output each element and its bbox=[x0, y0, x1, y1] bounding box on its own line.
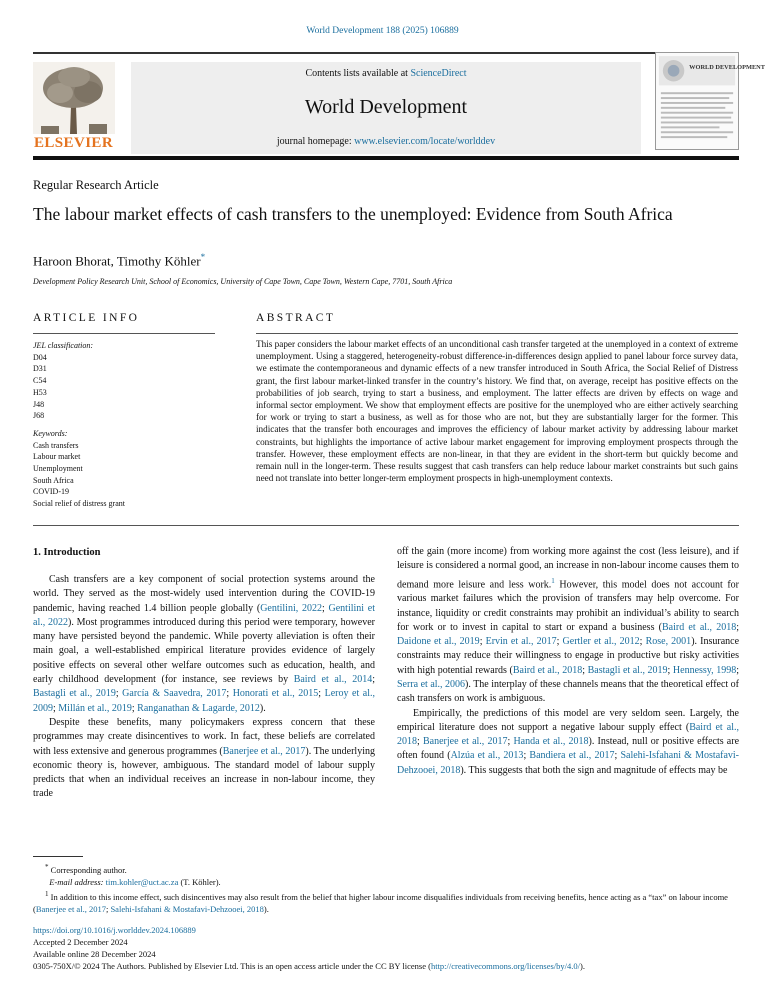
jel-code: D31 bbox=[33, 364, 47, 374]
publication-info bbox=[33, 924, 739, 972]
journal-homepage-link[interactable]: www.elsevier.com/locate/worlddev bbox=[354, 136, 496, 147]
citation-link[interactable]: Alzúa et al., 2013 bbox=[450, 750, 524, 762]
sciencedirect-link[interactable]: ScienceDirect bbox=[410, 68, 467, 79]
citation-link[interactable]: Gentilini et al., 2022 bbox=[33, 602, 376, 628]
paragraph: Despite these benefits, many policymakers express concern that these programmes may create disincentives to work. In fact, these beliefs are correlated with less extensive and generous programmes (Banerjee et al., 2017). The underlying economic theory is, however, ambiguous. The standard model of labour supply predicts that when an individual receives an increase in non-labour income, they trade bbox=[33, 716, 375, 800]
doi-link[interactable]: https://doi.org/10.1016/j.worlddev.2024.106889 bbox=[33, 925, 196, 935]
citation-link[interactable]: Bastagli et al., 2019 bbox=[587, 664, 668, 676]
jel-label: JEL classification: bbox=[33, 341, 94, 350]
introduction-heading: 1. Introduction bbox=[33, 547, 101, 558]
journal-cover-thumbnail bbox=[655, 52, 765, 150]
citation-link[interactable]: Daidone et al., 2019 bbox=[397, 636, 480, 648]
body-column-right bbox=[397, 545, 739, 778]
keyword: South Africa bbox=[33, 475, 74, 485]
citation-link[interactable]: Bandiera et al., 2017 bbox=[529, 750, 615, 762]
keywords-label: Keywords: bbox=[33, 428, 68, 438]
citation-link[interactable]: Baird et al., 2014 bbox=[293, 674, 373, 686]
article-info-heading: ARTICLE INFO bbox=[33, 312, 140, 324]
citation-link[interactable]: Serra et al., 2006 bbox=[397, 679, 466, 690]
abstract-rule bbox=[256, 333, 738, 334]
jel-code: J48 bbox=[33, 399, 45, 409]
citation-link[interactable]: Handa et al., 2018 bbox=[513, 736, 589, 748]
corresponding-author-note: * Corresponding author. bbox=[45, 863, 127, 875]
corresponding-author-mark[interactable]: * bbox=[200, 252, 206, 262]
footnote-rule bbox=[33, 856, 83, 857]
author-list bbox=[33, 252, 205, 269]
masthead-top-rule bbox=[33, 52, 739, 54]
footnote-ref-link[interactable]: 1 bbox=[551, 576, 555, 585]
homepage-line bbox=[131, 136, 641, 147]
article-type: Regular Research Article bbox=[33, 178, 159, 192]
license-line: 0305-750X/© 2024 The Authors. Published by Elsevier Ltd. This is an open access article under the CC BY license (http://creativecommons.org/licenses/by/4.0/). bbox=[33, 961, 585, 971]
citation-link[interactable]: Banerjee et al., 2017 bbox=[35, 903, 106, 914]
citation-link[interactable]: Hennessy, 1998 bbox=[672, 664, 737, 676]
citation-link[interactable]: Banerjee et al., 2017 bbox=[422, 736, 508, 748]
citation-link[interactable]: Bastagli et al., 2019 bbox=[33, 688, 116, 700]
citation-link[interactable]: Gertler et al., 2012 bbox=[562, 636, 640, 648]
author-affiliation: Development Policy Research Unit, School of Economics, University of Cape Town, Cape Town, Western Cape, 7701, South Africa bbox=[33, 277, 453, 286]
footnote-1: $^1$ In addition to this income effect, such disincentives may also result from the belief that higher labour income disqualifies individuals from receiving benefits, hence acting as a “tax” on labour income (Banerjee et al., 2017; Salehi-Isfahani & Mostafavi-Dehzooei, 2018). bbox=[33, 889, 728, 914]
paragraph: Cash transfers are a key component of social protection systems around the world. They served as the most-widely used intervention during the COVID-19 pandemic, having reached 1.4 billion people globally (Gentilini, 2022; Gentilini et al., 2022). Most programmes introduced during this period were temporary, however many have persisted beyond the pandemic. While poverty alleviation is often their main goal, a well-established empirical literature provides evidence of largely positive effects on several other welfare outcomes such as education, health, and early childhood development (for instance, see reviews by Baird et al., 2014; Bastagli et al., 2019; García & Saavedra, 2017; Honorati et al., 2015; Leroy et al., 2009; Millán et al., 2019; Ranganathan & Lagarde, 2012). bbox=[33, 574, 376, 714]
email-note: E-mail address: tim.kohler@uct.ac.za (T. Köhler). bbox=[49, 876, 221, 887]
keyword: COVID-19 bbox=[33, 487, 69, 497]
citation-link[interactable]: Gentilini, 2022 bbox=[260, 602, 322, 614]
keyword: Labour market bbox=[33, 452, 81, 462]
abstract-heading: ABSTRACT bbox=[256, 312, 336, 324]
authors-text: Haroon Bhorat, Timothy Köhler bbox=[33, 253, 201, 269]
accepted-date: Accepted 2 December 2024 bbox=[33, 937, 128, 947]
cc-license-link[interactable]: http://creativecommons.org/licenses/by/4.0/ bbox=[430, 961, 580, 971]
author-email-link[interactable]: tim.kohler@uct.ac.za bbox=[105, 876, 179, 887]
contents-prefix: Contents lists available at bbox=[305, 68, 411, 79]
citation-link[interactable]: Leroy et al., 2009 bbox=[33, 688, 376, 714]
journal-citation-link[interactable]: World Development 188 (2025) 106889 bbox=[306, 26, 459, 36]
citation-link[interactable]: Ranganathan & Lagarde, 2012 bbox=[137, 702, 260, 714]
citation-link[interactable]: Salehi-Isfahani & Mostafavi-Dehzooei, 2018 bbox=[397, 750, 740, 776]
abstract-bottom-rule bbox=[33, 525, 739, 526]
citation-link[interactable]: García & Saavedra, 2017 bbox=[122, 688, 227, 700]
elsevier-wordmark: ELSEVIER bbox=[34, 135, 114, 151]
jel-code: H53 bbox=[33, 387, 47, 397]
citation-link[interactable]: Rose, 2001 bbox=[645, 636, 692, 648]
keyword: Social relief of distress grant bbox=[33, 499, 125, 509]
cover-title: WORLD DEVELOPMENT bbox=[689, 63, 765, 71]
jel-code: J68 bbox=[33, 411, 45, 421]
article-info-panel bbox=[33, 340, 218, 510]
citation-link[interactable]: Baird et al., 2018 bbox=[662, 621, 737, 633]
paragraph: off the gain (more income) from working more against the cost (less leisure), and if leisure is considered a normal good, an increase in non-labour income causes them to demand more leisure and less work.$^1$ However, this model does not account for various market failures which the provision of transfers may help overcome. For instance, liquidity or credit constraints may prohibit an individual’s ability to search for work or to invest in capital to start or expand a business (Baird et al., 2018; Daidone et al., 2019; Ervin et al., 2017; Gertler et al., 2012; Rose, 2001). Insurance constraints may reduce their willingness to engage in productive but risky activities with high potential rewards (Baird et al., 2018; Bastagli et al., 2019; Hennessy, 1998; Serra et al., 2006). The interplay of these channels means that the theoretical effect of cash transfers on work is ambiguous. bbox=[397, 546, 740, 705]
homepage-prefix: journal homepage: bbox=[276, 136, 355, 147]
citation-link[interactable]: Banerjee et al., 2017 bbox=[222, 745, 306, 757]
journal-banner bbox=[131, 62, 641, 154]
keyword: Cash transfers bbox=[33, 440, 79, 450]
journal-title: World Development bbox=[304, 96, 468, 118]
paragraph: Empirically, the predictions of this model are very seldom seen. Largely, the empirical literature does not support a negative labour supply effect (Baird et al., 2018; Banerjee et al., 2017; Handa et al., 2018). Instead, null or positive effects are often found (Alzúa et al., 2013; Bandiera et al., 2017; Salehi-Isfahani & Mostafavi-Dehzooei, 2018). This suggests that both the sign and magnitude of effects may be bbox=[397, 707, 740, 776]
contents-line bbox=[131, 68, 641, 79]
footnotes bbox=[33, 861, 739, 915]
citation-link[interactable]: Honorati et al., 2015 bbox=[232, 688, 319, 700]
body-column-left bbox=[33, 573, 375, 802]
article-info-rule bbox=[33, 333, 215, 334]
journal-masthead bbox=[33, 52, 765, 160]
citation-link[interactable]: Baird et al., 2018 bbox=[397, 721, 739, 748]
abstract-text: This paper considers the labour market effects of an unconditional cash transfer targeted at the unemployed in a context of extreme unemployment. Using a staggered, heterogeneity-robust difference-in-differences design applied to panel labour force survey data, we estimate the contemporaneous and dynamic effects of a new transfer introduced in South Africa, the Social Relief of Distress grant, the first labour market-linked transfer in the country’s history. We find that, on average, receipt has positive effects on the probabilities of job search, trying to start a business, and employment. The latter effects are driven by effects on wage and informal sector employment. We show that employment effects are positive for the unemployed who are either actively searching for work or trying to start a business, as well as for those who are not, but they are substantially larger for the former. This indicates that the transfer both encourages and improves the efficiency of labour market activity by addressing labour market constraints, but highlights the importance of active labour market engagement for improving employment prospects through the transfer. However, these employment effects are non-linear, in that they are evident in the short-term but quickly become and remain null in the longer-term. These results suggest that cash transfers can help reduce labour market constraints but such gains need not translate into better longer-term employment prospects in high-unemployment contexts. bbox=[256, 339, 738, 484]
jel-code: C54 bbox=[33, 376, 47, 386]
available-online-date: Available online 28 December 2024 bbox=[33, 949, 156, 959]
masthead-bottom-rule bbox=[33, 156, 739, 160]
article-title: The labour market effects of cash transfers to the unemployed: Evidence from South Africa bbox=[33, 204, 673, 224]
citation-link[interactable]: Millán et al., 2019 bbox=[58, 702, 132, 714]
citation-link[interactable]: Ervin et al., 2017 bbox=[485, 636, 557, 648]
citation-link[interactable]: Baird et al., 2018 bbox=[512, 664, 583, 676]
jel-code: D04 bbox=[33, 352, 47, 362]
keyword: Unemployment bbox=[33, 464, 83, 474]
citation-link[interactable]: Salehi-Isfahani & Mostafavi-Dehzooei, 2018 bbox=[110, 903, 264, 914]
